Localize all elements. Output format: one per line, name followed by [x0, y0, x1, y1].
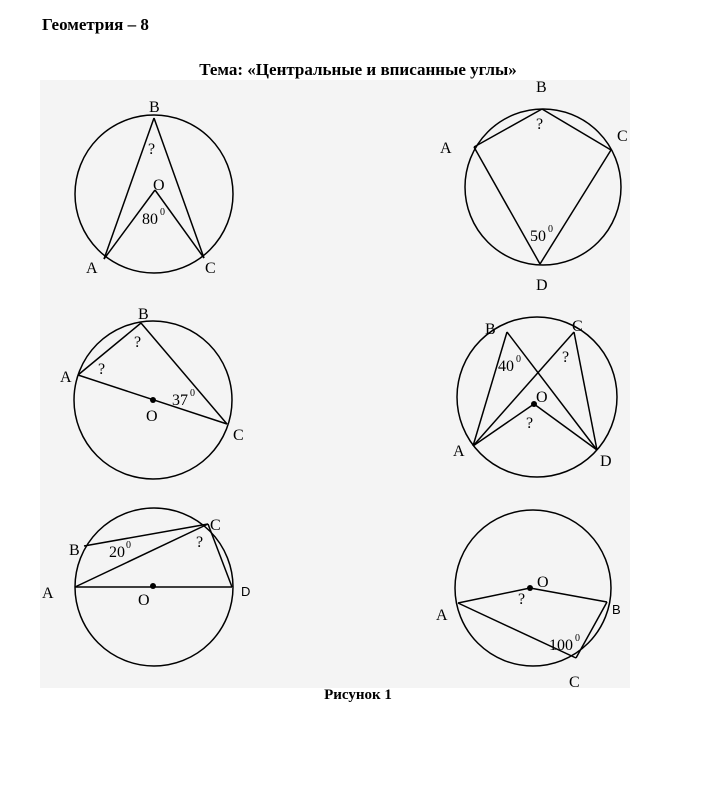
fig5-label-d: D: [241, 584, 251, 599]
fig2-label-d: D: [536, 277, 548, 294]
fig6-angle: 100: [549, 637, 573, 654]
fig4-degree: 0: [516, 354, 521, 365]
fig1-angle: 80: [142, 211, 158, 228]
fig5-center-dot: [150, 583, 156, 589]
fig6-center-dot: [527, 585, 533, 591]
fig2-label-b: B: [536, 79, 547, 96]
fig3-angle: 37: [172, 392, 188, 409]
fig3-unknown-b: ?: [134, 334, 142, 351]
fig1-degree: 0: [160, 207, 165, 218]
fig6-label-c: C: [569, 674, 580, 691]
fig4-label-c: C: [572, 318, 583, 335]
fig1-label-a: A: [86, 260, 98, 277]
fig6-label-o: O: [537, 574, 549, 591]
fig4-label-b: B: [485, 321, 496, 338]
fig6-label-a: A: [436, 607, 448, 624]
figure-caption: Рисунок 1: [324, 687, 392, 703]
fig3-unknown-a: ?: [98, 361, 106, 378]
fig4-label-a: A: [453, 443, 465, 460]
fig1-label-b: B: [149, 99, 160, 116]
fig2-label-c: C: [617, 128, 628, 145]
figures-backdrop: [40, 80, 630, 688]
fig5-label-b: B: [69, 542, 80, 559]
fig1-unknown: ?: [148, 141, 156, 158]
fig2-unknown: ?: [536, 116, 544, 133]
fig5-angle: 20: [109, 544, 125, 561]
fig3-label-b: B: [138, 306, 149, 323]
fig6-unknown: ?: [518, 591, 526, 608]
topic-title: Тема: «Центральные и вписанные углы»: [199, 60, 517, 79]
fig5-label-c: C: [210, 517, 221, 534]
fig3-center-dot: [150, 397, 156, 403]
fig2-degree: 0: [548, 224, 553, 235]
fig5-degree: 0: [126, 540, 131, 551]
fig5-label-a: A: [42, 585, 54, 602]
fig3-degree: 0: [190, 388, 195, 399]
fig4-label-o: O: [536, 389, 548, 406]
fig3-label-a: A: [60, 369, 72, 386]
fig3-label-o: O: [146, 408, 158, 425]
subject-title: Геометрия – 8: [42, 15, 149, 34]
fig4-unknown-c: ?: [562, 349, 570, 366]
fig6-degree: 0: [575, 633, 580, 644]
fig1-label-o: O: [153, 177, 165, 194]
fig5-unknown: ?: [196, 534, 204, 551]
fig2-label-a: A: [440, 140, 452, 157]
fig6-label-b: B: [612, 602, 621, 617]
fig4-unknown-o: ?: [526, 415, 534, 432]
fig5-label-o: O: [138, 592, 150, 609]
fig4-label-d: D: [600, 453, 612, 470]
fig1-label-c: C: [205, 260, 216, 277]
fig2-angle: 50: [530, 228, 546, 245]
fig3-label-c: C: [233, 427, 244, 444]
fig4-angle: 40: [498, 358, 514, 375]
